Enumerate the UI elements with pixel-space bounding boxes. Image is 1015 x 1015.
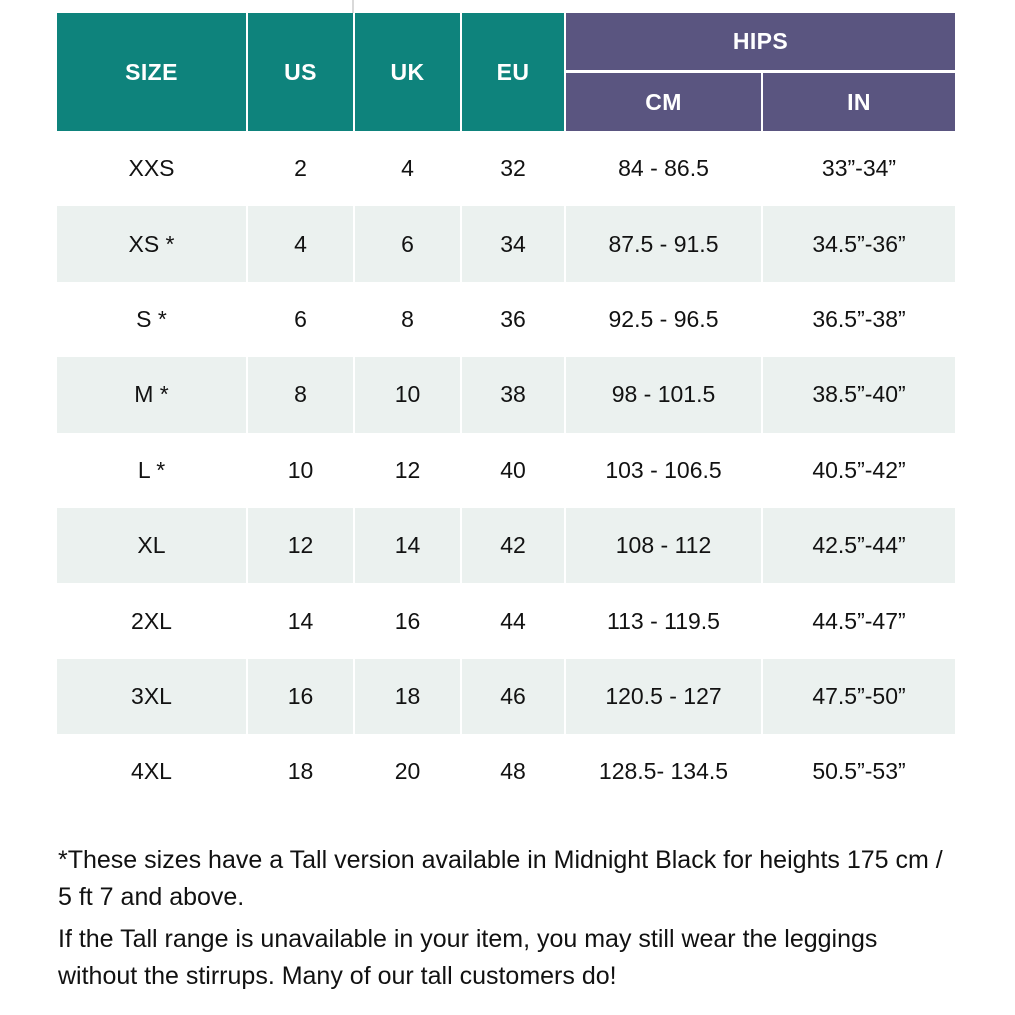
stirrups-footnote [58,921,988,995]
tall-sizes-footnote [58,842,988,916]
cell-hips-in: 38.5”-40” [763,357,955,432]
table-row-xs [57,206,955,281]
cell-eu: 40 [462,433,564,508]
header-uk: UK [355,13,460,131]
cell-size: 2XL [57,583,246,658]
cell-size: XXS [57,131,246,206]
cell-hips-cm: 120.5 - 127 [566,659,761,734]
size-chart-body [57,131,955,810]
cell-us: 10 [248,433,353,508]
table-row-s [57,282,955,357]
cell-uk: 20 [355,734,460,809]
footnote-line: 5 ft 7 and above. [58,883,245,911]
table-row-xxs [57,131,955,206]
cell-eu: 48 [462,734,564,809]
cell-eu: 42 [462,508,564,583]
cell-hips-in: 47.5”-50” [763,659,955,734]
table-row-l [57,433,955,508]
header-hips: HIPS [566,13,955,70]
table-row-3xl [57,659,955,734]
cell-uk: 4 [355,131,460,206]
size-chart-header [57,13,955,131]
table-row-2xl [57,583,955,658]
cell-hips-cm: 113 - 119.5 [566,583,761,658]
header-hips-in: IN [763,73,955,131]
table-row-m [57,357,955,432]
cell-uk: 12 [355,433,460,508]
cell-eu: 44 [462,583,564,658]
cell-us: 16 [248,659,353,734]
header-hips-cm: CM [566,73,761,131]
cell-hips-in: 42.5”-44” [763,508,955,583]
cell-hips-in: 34.5”-36” [763,206,955,281]
cell-eu: 32 [462,131,564,206]
cell-us: 2 [248,131,353,206]
cell-us: 12 [248,508,353,583]
cell-eu: 38 [462,357,564,432]
cell-hips-in: 50.5”-53” [763,734,955,809]
cell-uk: 14 [355,508,460,583]
cell-size: L * [57,433,246,508]
cell-uk: 10 [355,357,460,432]
cell-size: XS * [57,206,246,281]
cell-hips-cm: 103 - 106.5 [566,433,761,508]
cell-us: 8 [248,357,353,432]
cell-eu: 46 [462,659,564,734]
header-us: US [248,13,353,131]
table-row-4xl [57,734,955,809]
cell-hips-cm: 128.5- 134.5 [566,734,761,809]
cell-us: 4 [248,206,353,281]
header-eu: EU [462,13,564,131]
cell-us: 18 [248,734,353,809]
cell-hips-in: 33”-34” [763,131,955,206]
cell-hips-in: 40.5”-42” [763,433,955,508]
cell-us: 6 [248,282,353,357]
cell-eu: 36 [462,282,564,357]
footnote-line: without the stirrups. Many of our tall customers do! [58,962,617,990]
cell-size: 3XL [57,659,246,734]
footnote-line: *These sizes have a Tall version available in Midnight Black for heights 175 cm / [58,846,943,874]
cell-eu: 34 [462,206,564,281]
cell-uk: 6 [355,206,460,281]
cell-size: M * [57,357,246,432]
cell-uk: 18 [355,659,460,734]
cell-us: 14 [248,583,353,658]
cell-size: 4XL [57,734,246,809]
cell-uk: 16 [355,583,460,658]
cell-size: S * [57,282,246,357]
cell-hips-in: 36.5”-38” [763,282,955,357]
cell-uk: 8 [355,282,460,357]
header-size: SIZE [57,13,246,131]
cell-size: XL [57,508,246,583]
cell-hips-cm: 92.5 - 96.5 [566,282,761,357]
column-separator-artifact [352,0,354,13]
table-row-xl [57,508,955,583]
cell-hips-cm: 98 - 101.5 [566,357,761,432]
cell-hips-cm: 84 - 86.5 [566,131,761,206]
cell-hips-cm: 87.5 - 91.5 [566,206,761,281]
cell-hips-cm: 108 - 112 [566,508,761,583]
footnote-line: If the Tall range is unavailable in your item, you may still wear the leggings [58,925,878,953]
cell-hips-in: 44.5”-47” [763,583,955,658]
